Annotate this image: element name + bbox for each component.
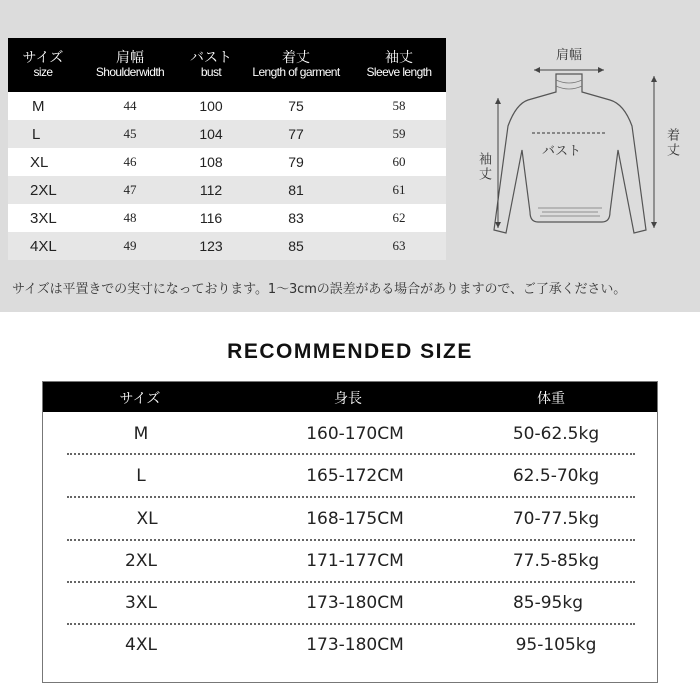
header-sleeve: 袖丈 Sleeve length — [366, 49, 432, 79]
cell-shoulder: 47 — [123, 182, 137, 197]
cell-size: 4XL — [30, 237, 57, 255]
cell-length: 81 — [288, 182, 304, 198]
table-row — [8, 204, 446, 232]
cell-shoulder: 46 — [123, 154, 137, 169]
cell-height: 160-170CM — [306, 424, 404, 444]
measurement-note: サイズは平置きでの実寸になっております。1〜3cmの誤差がある場合がありますので、ご了承ください。 — [12, 282, 627, 297]
cell-length: 79 — [288, 154, 304, 170]
cell-size: L — [32, 125, 41, 143]
header-length: 着丈 Length of garment — [252, 49, 340, 79]
row-divider — [67, 623, 635, 625]
cell-height: 171-177CM — [306, 551, 404, 571]
table-row — [8, 232, 446, 260]
cell-height: 165-172CM — [306, 466, 404, 486]
cell-bust: 112 — [199, 182, 223, 198]
header-size: サイズ size — [22, 49, 64, 79]
garment-diagram — [458, 30, 700, 270]
cell-bust: 116 — [199, 210, 223, 226]
cell-shoulder: 49 — [123, 238, 137, 253]
cell-length: 77 — [288, 126, 304, 142]
header-bust: バスト bust — [190, 49, 232, 79]
cell-sleeve: 63 — [392, 238, 406, 253]
cell-length: 75 — [288, 98, 304, 114]
cell-size: 4XL — [125, 635, 157, 655]
cell-weight: 77.5-85kg — [512, 551, 600, 571]
cell-bust: 123 — [199, 238, 223, 254]
table-row — [43, 626, 657, 668]
cell-bust: 104 — [199, 126, 223, 142]
header-weight: 体重 — [537, 391, 565, 407]
cell-weight: 95-105kg — [515, 635, 597, 655]
table-row — [43, 415, 657, 457]
recommended-size-table — [42, 381, 658, 683]
row-divider — [67, 496, 635, 498]
cell-shoulder: 48 — [123, 210, 137, 225]
sleeve-length-label: 袖丈 — [476, 152, 491, 182]
garment-length-label: 着丈 — [664, 128, 679, 158]
cell-size: 3XL — [125, 593, 157, 613]
cell-sleeve: 62 — [392, 210, 406, 225]
recommended-header-row — [43, 382, 657, 412]
header-size: サイズ — [119, 391, 161, 407]
cell-size: XL — [30, 153, 49, 171]
cell-size: L — [136, 466, 146, 486]
cell-length: 83 — [288, 210, 304, 226]
cell-bust: 100 — [199, 98, 223, 114]
cell-height: 173-180CM — [306, 635, 404, 655]
row-divider — [67, 539, 635, 541]
cell-sleeve: 59 — [392, 126, 406, 141]
cell-height: 168-175CM — [306, 509, 404, 529]
size-chart-header-row — [8, 38, 446, 92]
bust-label: バスト — [542, 144, 582, 159]
size-chart-panel — [0, 0, 700, 312]
table-row — [8, 148, 446, 176]
cell-size: 2XL — [125, 551, 157, 571]
cell-size: 2XL — [30, 181, 57, 199]
cell-size: M — [133, 424, 149, 444]
row-divider — [67, 453, 635, 455]
table-row — [8, 92, 446, 120]
cell-size: XL — [136, 509, 158, 529]
cell-size: 3XL — [30, 209, 57, 227]
table-row — [8, 120, 446, 148]
row-divider — [67, 581, 635, 583]
cell-weight: 70-77.5kg — [512, 509, 600, 529]
cell-length: 85 — [288, 238, 304, 254]
shoulder-label: 肩幅 — [556, 48, 583, 63]
cell-sleeve: 58 — [392, 98, 406, 113]
cell-sleeve: 60 — [392, 154, 406, 169]
recommended-size-title: RECOMMENDED SIZE — [227, 340, 473, 363]
header-height: 身長 — [334, 391, 362, 407]
table-row — [43, 457, 657, 499]
cell-weight: 50-62.5kg — [512, 424, 600, 444]
size-chart-table — [8, 38, 446, 260]
cell-shoulder: 45 — [123, 126, 137, 141]
cell-weight: 62.5-70kg — [512, 466, 600, 486]
table-row — [43, 542, 657, 584]
cell-bust: 108 — [199, 154, 223, 170]
cell-height: 173-180CM — [306, 593, 404, 613]
cell-size: M — [32, 97, 45, 115]
cell-shoulder: 44 — [123, 98, 137, 113]
table-row — [43, 500, 657, 542]
header-shoulder: 肩幅 Shoulderwidth — [95, 49, 165, 79]
table-row — [8, 176, 446, 204]
cell-weight: 85-95kg — [512, 593, 584, 613]
cell-sleeve: 61 — [392, 182, 406, 197]
table-row — [43, 584, 657, 626]
